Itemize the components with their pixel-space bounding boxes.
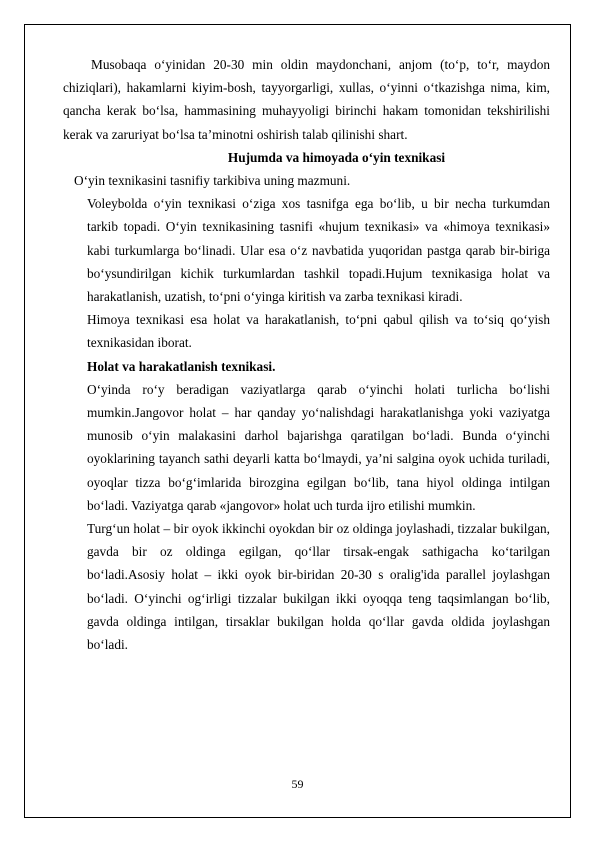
document-body xyxy=(63,53,550,656)
subsection-label: O‘yin texnikasini tasnifiy tarkibiva uning mazmuni. xyxy=(74,173,351,189)
stance-types-paragraph: Turg‘un holat – bir oyok ikkinchi oyokdan bir oz oldinga joylashadi, tizzalar bukilgan, gavda bir oz oldinga egilgan, qo‘llar tirsak-engak sathigacha ko‘tarilgan bo‘ladi.Asosiy holat – ikki oyok bir-biridan 20-30 s oralig'ida parallel joylashgan bo‘ladi. O‘yinchi og‘irligi tizzalar bukilgan ikki oyoqqa teng taqsimlangan bo‘lib, gavda oldinga intilgan, tirsaklar bukilgan holda qo‘llar gavda oldida joylashgan bo‘ladi. xyxy=(87,521,550,653)
defense-technique-paragraph: Himoya texnikasi esa holat va harakatlanish, to‘pni qabul qilish va to‘siq qo‘yish texnikasidan iborat. xyxy=(87,312,550,351)
page-number: 59 xyxy=(291,777,304,791)
intro-paragraph: Musobaqa o‘yinidan 20-30 min oldin maydonchani, anjom (to‘p, to‘r, maydon chiziqlari), hakamlarni kiyim-bosh, tayyorgarligi, xullas, o‘yinni o‘tkazishga nima, kim, qancha kerak bo‘lsa, hammasining muhayyoligi birinchi hakam tomonidan tekshirilishi kerak va zaruriyat bo‘lsa ta’minotni oshirish talab qilinishi shart. xyxy=(63,57,550,142)
subsection-heading: Holat va harakatlanish texnikasi. xyxy=(87,358,276,374)
section-heading: Hujumda va himoyada o‘yin texnikasi xyxy=(227,149,446,165)
classification-paragraph: Voleybolda o‘yin texnikasi o‘ziga xos tasnifga ega bo‘lib, u bir necha turkumdan tarkib topadi. O‘yin texnikasining tasnifi «hujum texnikasi» va «himoya texnikasi» kabi turkumlarga bo‘linadi. Ular esa o‘z navbatida yuqoridan pastga qarab bir-biriga bo‘ysundirilgan kichik turkumlardan tashkil topadi.Hujum texnikasiga holat va harakatlanish, uzatish, to‘pni o‘yinga kiritish va zarba texnikasi kiradi. xyxy=(87,196,550,305)
stance-paragraph: O‘yinda ro‘y beradigan vaziyatlarga qarab o‘yinchi holati turlicha bo‘lishi mumkin.Jangovor holat – har qanday yo‘nalishdagi harakatlanishga yoki vaziyatga munosib o‘yin malakasini darhol bajarishga qaratilgan bo‘ladi. Bunda o‘yinchi oyoklarining tayanch sathi deyarli katta bo‘lmaydi, ya’ni salgina oyok uchida turiladi, oyoqlar tizza bo‘g‘imlarida birozgina egilgan bo‘lib, tana hiyol oldinga intilgan bo‘ladi. Vaziyatga qarab «jangovor» holat uch turda ijro etilishi mumkin. xyxy=(87,381,550,513)
